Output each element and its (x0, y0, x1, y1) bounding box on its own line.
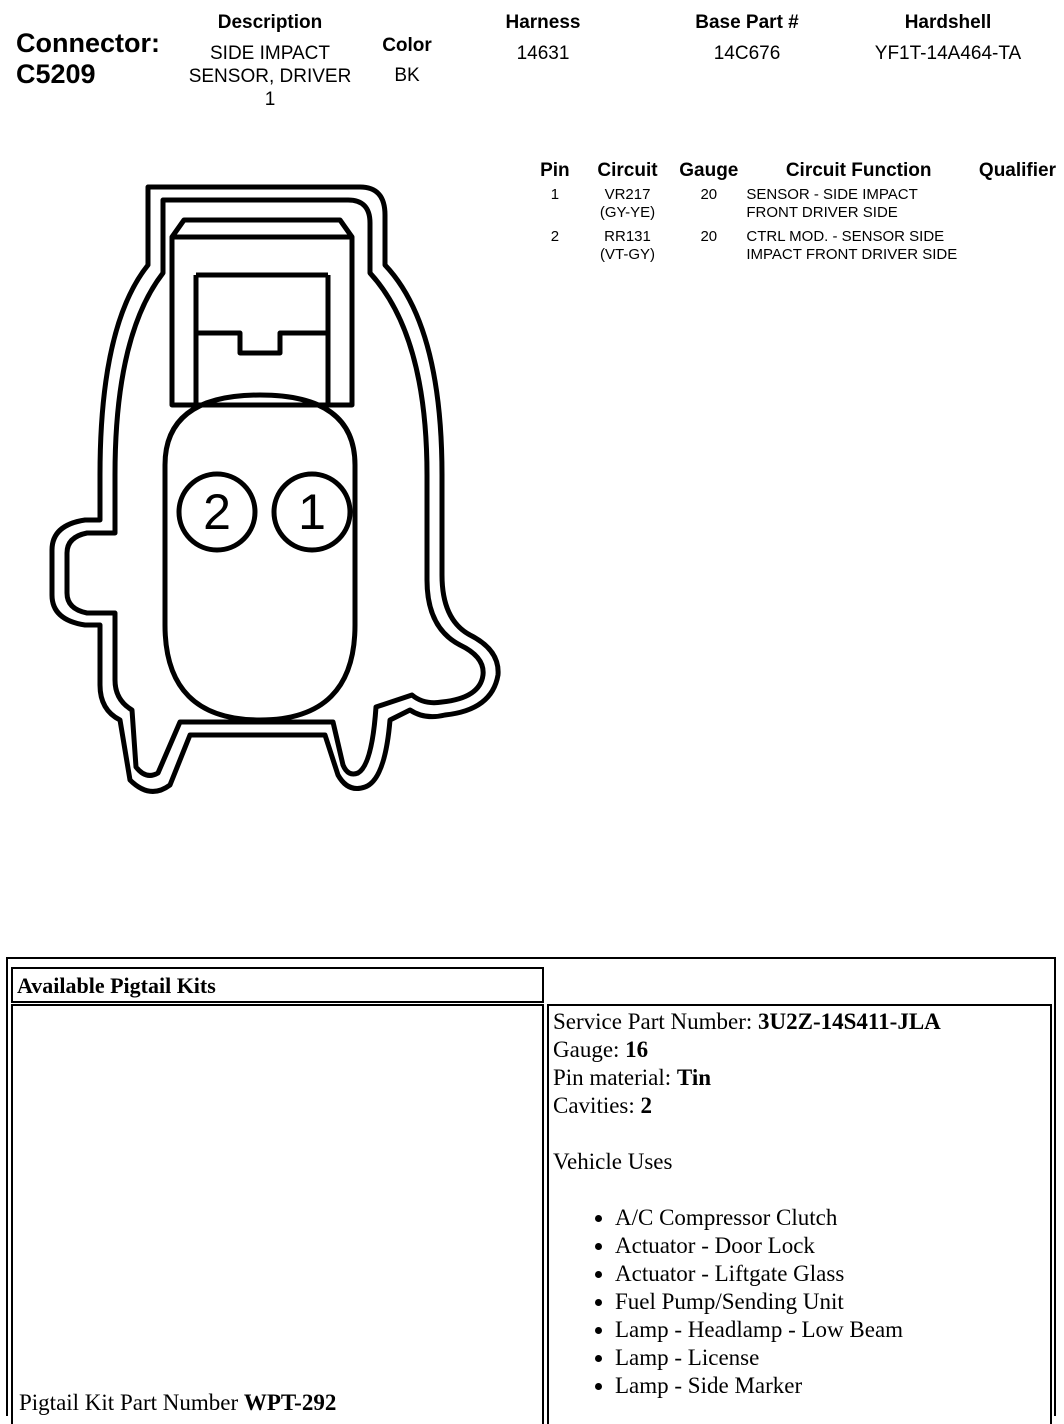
pin-material-label: Pin material: (553, 1065, 672, 1090)
circuit-function-header: Circuit Function (785, 160, 932, 181)
pin-number: 2 (550, 228, 560, 245)
color-header: Color (382, 35, 432, 56)
pigtail-kits-table (6, 957, 1056, 1416)
gauge-value: 16 (625, 1037, 649, 1062)
description-value (170, 42, 370, 111)
connector-face-diagram (30, 175, 510, 815)
qualifier-cell (975, 186, 1060, 228)
circuit-header: Circuit (597, 160, 658, 181)
pigtail-kit-cell (11, 1004, 544, 1424)
list-item: • Lamp - Side Marker (615, 1372, 1046, 1400)
harness-value: 14631 (516, 43, 570, 64)
pigtail-details-cell (547, 1004, 1052, 1424)
list-item: • Lamp - License (615, 1344, 1046, 1372)
description-line-2: SENSOR, DRIVER (188, 66, 352, 87)
connector-id: C5209 (16, 59, 96, 89)
pigtail-kit-part-number (19, 1390, 336, 1416)
qualifier-cell (975, 228, 1060, 270)
qualifier-header: Qualifier (978, 160, 1056, 181)
cavity-2 (179, 474, 255, 550)
table-row (530, 228, 1060, 270)
circuit-cell (580, 228, 675, 270)
list-item: • Actuator - Door Lock (615, 1232, 1046, 1260)
pin-header: Pin (540, 160, 570, 181)
description-line-3: 1 (264, 89, 276, 110)
base-part-value: 14C676 (713, 43, 781, 64)
gauge-cell: 20 (700, 186, 718, 203)
hardshell-header: Hardshell (904, 12, 992, 33)
connector-title (16, 28, 160, 90)
gauge-label: Gauge: (553, 1037, 620, 1062)
list-item: • Actuator - Liftgate Glass (615, 1260, 1046, 1288)
vehicle-uses-label: Vehicle Uses (553, 1149, 673, 1174)
circuit-color: (VT-GY) (600, 246, 655, 263)
cavities-label: Cavities: (553, 1093, 635, 1118)
list-item: • Lamp - Headlamp - Low Beam (615, 1316, 1046, 1344)
pin-table (530, 160, 1060, 270)
list-item: • A/C Compressor Clutch (615, 1204, 1046, 1232)
pin-table-header-row (530, 160, 1060, 186)
list-item: • Fuel Pump/Sending Unit (615, 1288, 1046, 1316)
description-line-1: SIDE IMPACT (210, 43, 330, 64)
pin-material-line (553, 1064, 1046, 1092)
table-row (530, 186, 1060, 228)
service-part-line (553, 1008, 1046, 1036)
cavity-1 (274, 474, 350, 550)
circuit-id: VR217 (604, 186, 651, 203)
description-header: Description (217, 12, 323, 33)
vehicle-uses-list (553, 1204, 1046, 1400)
base-part-header: Base Part # (695, 12, 799, 33)
pin-number: 1 (550, 186, 560, 203)
pigtail-kits-title: Available Pigtail Kits (11, 967, 544, 1003)
color-value: BK (394, 65, 420, 86)
circuit-color: (GY-YE) (599, 204, 656, 221)
gauge-line (553, 1036, 1046, 1064)
service-part-label: Service Part Number: (553, 1009, 753, 1034)
gauge-cell: 20 (700, 228, 718, 245)
circuit-function-cell: SENSOR - SIDE IMPACT FRONT DRIVER SIDE (746, 186, 918, 221)
gauge-header: Gauge (679, 160, 739, 181)
circuit-id: RR131 (604, 228, 651, 245)
service-part-value: 3U2Z-14S411-JLA (758, 1009, 941, 1034)
cavity-1-label: 1 (298, 484, 326, 540)
circuit-cell (580, 186, 675, 228)
hardshell-value: YF1T-14A464-TA (874, 43, 1022, 64)
cavity-2-label: 2 (203, 484, 231, 540)
circuit-function-cell: CTRL MOD. - SENSOR SIDE IMPACT FRONT DRIVER SIDE (746, 228, 958, 263)
connector-label: Connector: (16, 28, 160, 58)
pin-material-value: Tin (676, 1065, 712, 1090)
pigtail-kit-label: Pigtail Kit Part Number (19, 1390, 239, 1415)
connector-outline (52, 187, 498, 791)
pigtail-kit-number: WPT-292 (243, 1390, 337, 1415)
cavities-line (553, 1092, 1046, 1120)
cavities-value: 2 (640, 1093, 653, 1118)
harness-header: Harness (505, 12, 581, 33)
